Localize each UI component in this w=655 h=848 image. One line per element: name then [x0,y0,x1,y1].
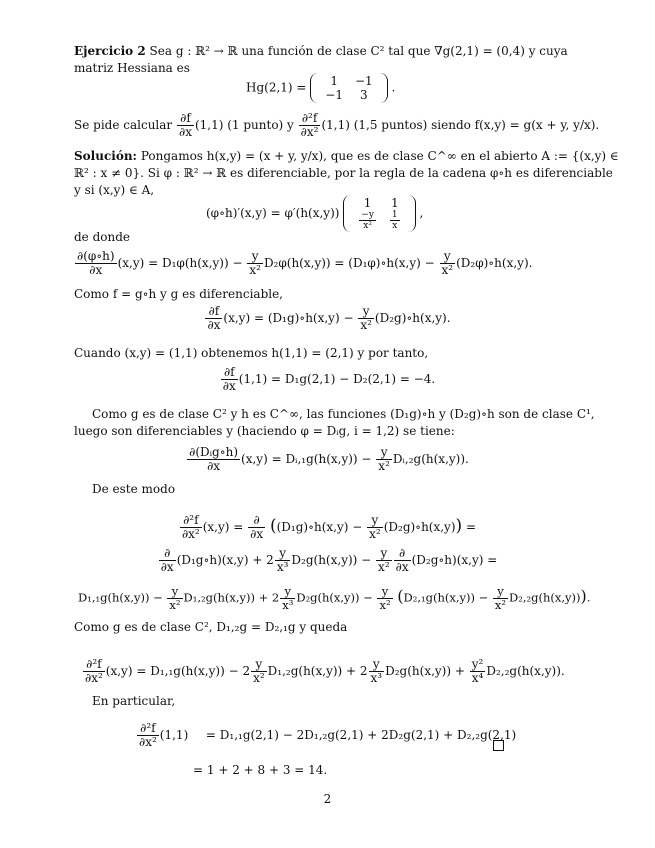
equation-second-derivative-line3: D₁,₁g(h(x,y)) − $\frac{y}{\text{x²}}$ D₁,₂g(h(x,y)) + 2 $\frac{y}{\text{x³}}$ D₂g(h(x,y)) − $\frac{y}{\text{x²}}$ (D₂,₁g(h(x,y)) − $\frac{y}{\text{x²}}$ D₂,₂g(h(x,y))). [78,584,591,612]
equation-df-dx: $\frac{\partial f}{\partial x}$ (x,y) = (D₁g)∘h(x,y) − $\frac{y}{\text{x²}}$ (D₂g)∘h(x,y). [207,304,451,332]
equation-second-derivative-line2: $\frac{\partial}{\partial x}$ (D₁g∘h)(x,y) + 2 $\frac{y}{\text{x³}}$ D₂g(h(x,y)) − $\frac{y}{\text{x²}}$ $\frac{\partial}{\partial x}$ (D₂g∘h)(x,y) = [160,546,498,574]
solution-heading: Solución: [74,149,137,163]
text-de-este-modo: De este modo [92,482,176,496]
equation-particular-line1: $\frac{\text{∂²f}}{\text{∂x²}}$ (1,1) = D₁,₁g(2,1) − 2D₁,₂g(2,1) + 2D₂g(2,1) + D₂,₂g(2,1) [139,721,517,749]
text-en-particular: En particular, [92,694,176,708]
equation-value-at-point: $\frac{\partial f}{\partial x}$ (1,1) = D₁g(2,1) − D₂(2,1) = −4. [222,365,436,393]
exercise-ask: Se pide calcular $\frac{\partial f}{\partial x}$ (1,1) (1 punto) y $\frac{\text{∂²f}}{\text{∂x²}}$ (1,1) (1,5 puntos) siendo f(x,y) = g(x + y, y/x). [74,111,600,139]
hessian-matrix: 1 −1 −1 3 [310,73,387,103]
qed-square-icon [493,740,504,754]
solution-line3: y si (x,y) ∈ A, [74,183,155,197]
exercise-heading: Ejercicio 2 [74,44,146,58]
equation-di-composition: $\frac{\text{∂(Dᵢg∘h)}}{\partial x}$ (x,y) = Dᵢ,₁g(h(x,y)) − $\frac{y}{\text{x²}}$ Dᵢ,₂g(h(x,y)). [189,445,469,473]
equation-particular-line2: = 1 + 2 + 8 + 3 = 14. [193,763,328,777]
exercise-statement-line1: Ejercicio 2 Sea g : ℝ² → ℝ una función de clase C² tal que ∇g(2,1) = (0,4) y cuya [74,44,568,58]
equation-partial-composition: $\frac{\partial(\varphi\circ h)}{\partial x}$ (x,y) = D₁φ(h(x,y)) − $\frac{y}{\text{x²}}$ D₂φ(h(x,y)) = (D₁φ)∘h(x,y) − $\frac{y}{\text{x²}}$ (D₂φ)∘h(x,y). [77,249,533,277]
exercise-statement-line2: matriz Hessiana es [74,61,190,75]
equation-second-derivative-line1: $\frac{\text{∂²f}}{\text{∂x²}}$ (x,y) = $\frac{\partial}{\partial x}$ ((D₁g)∘h(x,y) − $\frac{y}{\text{x²}}$ (D₂g)∘h(x,y)) = [181,513,477,541]
fraction-d2f-dx2: $\frac{\text{∂²f}}{\text{∂x²}}$ [300,111,319,139]
text-cuando: Cuando (x,y) = (1,1) obtenemos h(1,1) = (2,1) y por tanto, [74,346,429,360]
text-de-donde: de donde [74,230,131,244]
text-como-f: Como f = g∘h y g es diferenciable, [74,287,283,301]
solution-line1: Solución: Pongamos h(x,y) = (x + y, y/x), que es de clase C^∞ en el abierto A := {(x,y) ∈ [74,149,619,163]
equation-final: $\frac{\text{∂²f}}{\text{∂x²}}$ (x,y) = D₁,₁g(h(x,y)) − 2 $\frac{y}{\text{x²}}$ D₁,₂g(h(x,y)) + 2 $\frac{y}{\text{x³}}$ D₂g(h(x,y)) + $\frac{\text{y²}}{\text{x⁴}}$ D₂,₂g(h(x,y)). [85,657,565,685]
fraction-df-dx: $\frac{\partial f}{\partial x}$ [178,111,192,139]
jacobian-matrix: 1 1 $\frac{-y}{\text{x²}}$ $\frac{1}{x}$ [343,195,415,232]
page-number: 2 [323,792,332,806]
text-como-c2: Como g es de clase C², D₁,₂g = D₂,₁g y queda [74,620,348,634]
text-como-g-line1: Como g es de clase C² y h es C^∞, las funciones (D₁g)∘h y (D₂g)∘h son de clase C¹, [92,407,595,421]
hessian-equation: Hg(2,1) = 1 −1 −1 3 . [246,74,396,102]
solution-line2: ℝ² : x ≠ 0}. Si φ : ℝ² → ℝ es diferenciable, por la regla de la cadena φ∘h es diferenciable [74,166,613,180]
equation-chain-rule: (φ∘h)′(x,y) = φ′(h(x,y)) 1 1 $\frac{-y}{\text{x²}}$ $\frac{1}{x}$ , [206,196,424,231]
text-como-g-line2: luego son diferenciables y (haciendo φ = Dᵢg, i = 1,2) se tiene: [74,424,455,438]
